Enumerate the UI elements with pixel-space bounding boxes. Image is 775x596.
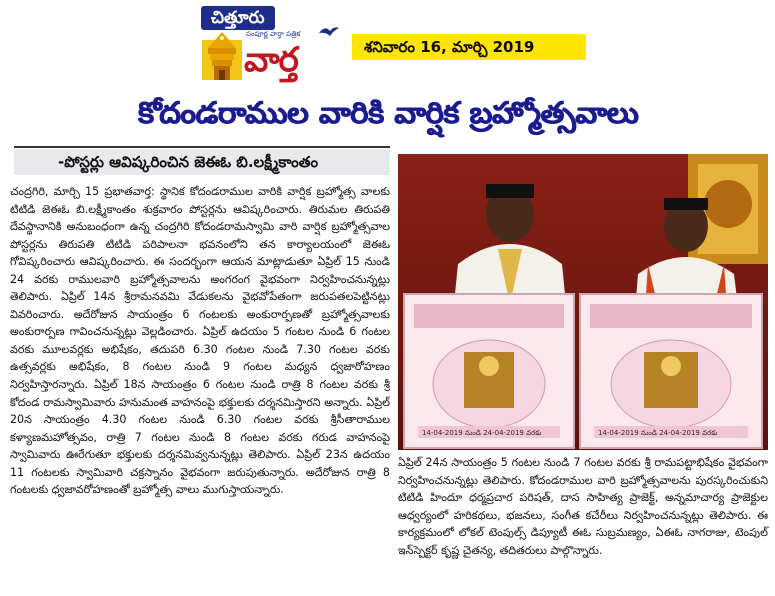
article-subheadline: -పోస్టర్లు ఆవిష్కరించిన జెఈఓ బి.లక్ష్మీకాంతం <box>14 149 390 175</box>
poster-date-right: 14-04-2019 నుండి 24-04-2019 వరకు <box>598 429 718 437</box>
temple-logo-icon <box>200 30 244 82</box>
article-body-left: చంద్రగిరి, మార్చి 15 ప్రభాతవార్త: స్థానిక కోదండరాముల వారికి వార్షిక బ్రహ్మోత్స వాలకు టిటిడి జెఈఓ బి.లక్ష్మీకాంతం శుక్రవారం పోస్టర్లను ఆవిష్కరించారు. తిరుమల తిరుపతి దేవస్థానానికి అనుబంధంగా ఉన్న చంద్రగిరి కోదండరామస్వామి వారి వార్షిక బ్రహ్మోత్సవాల పోస్టర్లను తిరుపతి టిటిడి పరిపాలనా భవనంలోని తన కార్యాలయంలో జెఈఓ గోవిష్కరించారు ఆవిష్కరించారు. ఈ సందర్భంగా ఆయన మాట్లాడుతూ ఏప్రిల్ 15 నుండి 24 వరకు రాములవారి బ్రహ్మోత్సవాలను అంగరంగ వైభవంగా నిర్వహించనున్నట్లు తెలిపారు. ఏప్రిల్ 14న శ్రీరామనవమి వేడుకలను వైభవోపేతంగా జరుపతలపెట్టినట్లు వివరించారు. అదేరోజున సాయంత్రం 6 గంటలకు అంకురార్పణతో బ్రహ్మోత్సవాలకు అంకురార్పణ గావించనున్నట్లు వెల్లడించారు. ఏప్రిల్ ఉదయం 5 గంటల నుండి 6 గంటల వరకు మూలవర్లకు అభిషేకం, తదుపరి 6.30 గంటల నుండి 7.30 గంటల వరకు ఉత్సవర్లకు అభిషేకం, 8 గంటల నుండి 9 గంటల మధ్యన ధ్వజారోహణం నిర్వహిస్తారన్నారు. ఏప్రిల్ 18న సాయంత్రం 6 గంటల నుండి రాత్రి 8 గంటల వరకు శ్రీ కోదండ రామస్వామివారు హనుమంత వాహనంపై భక్తులకు దర్శనమిస్తారని అన్నారు. ఏప్రిల్ 20న సాయంత్రం 4.30 గంటల నుండి 6.30 గంటల వరకు శ్రీసీతారాముల కళ్యాణమహోత్సవం, రాత్రి 7 గంటల నుండి 8 గంటల వరకు గరుడ వాహనంపై స్వామివారు ఊరేగుతూ భక్తులకు దర్శనమివ్వనున్నట్లు తెలిపారు. ఏప్రిల్ 23న ఉదయం 11 గంటలకు స్వామివారి చక్రస్నానం వైభవంగా జరుపుతున్నారు. అదేరోజున రాత్రి 8 గంటలకు ధ్వజావరోహణంతో బ్రహ్మోత్స వాలు ముగుస్తాయన్నారు. <box>10 185 390 497</box>
bird-logo-icon <box>318 24 340 38</box>
issue-date: శనివారం 16, మార్చి 2019 <box>352 34 586 60</box>
article-headline: కోదండరాముల వారికి వార్షిక బ్రహ్మోత్సవాలు <box>137 96 639 131</box>
edition-label: చిత్తూరు <box>201 6 275 30</box>
logo-tagline: సంపూర్ణ వార్తా పత్రిక <box>246 30 301 38</box>
event-photo <box>398 154 768 450</box>
subhead-rule <box>14 146 390 148</box>
newspaper-logo-word: వార్త <box>244 40 298 80</box>
poster-release-photo <box>398 154 768 450</box>
poster-date-left: 14-04-2019 నుండి 24-04-2019 వరకు <box>422 429 542 437</box>
article-body-right: ఏప్రిల్ 24న సాయంత్రం 5 గంటల నుండి 7 గంటల వరకు శ్రీ రామపట్టాభిషేకం వైభవంగా నిర్వహించనున్నట్లు తెలిపారు. కోదండరాముల వారి బ్రహ్మోత్సవాలను పురస్కరించుకుని టిటిడి హిందూ ధర్మప్రచార పరిషత్, దాస సాహిత్య ప్రాజెక్ట్, అన్నమాచార్య ప్రాజెక్టుల ఆధ్వర్యంలో హరికథలు, భజనలు, సంగీత కచేరీలు నిర్వహించనున్నట్లు తెలిపారు. ఈ కార్యక్రమంలో లోకల్ టెంపుల్స్ డిప్యూటీ ఈఓ సుబ్రమణ్యం, ఏఈఓ నాగరాజు, టెంపుల్ ఇన్‌స్పెక్టర్ కృష్ణ చైతన్య, తదితరులు పాల్గొన్నారు. <box>398 456 768 557</box>
